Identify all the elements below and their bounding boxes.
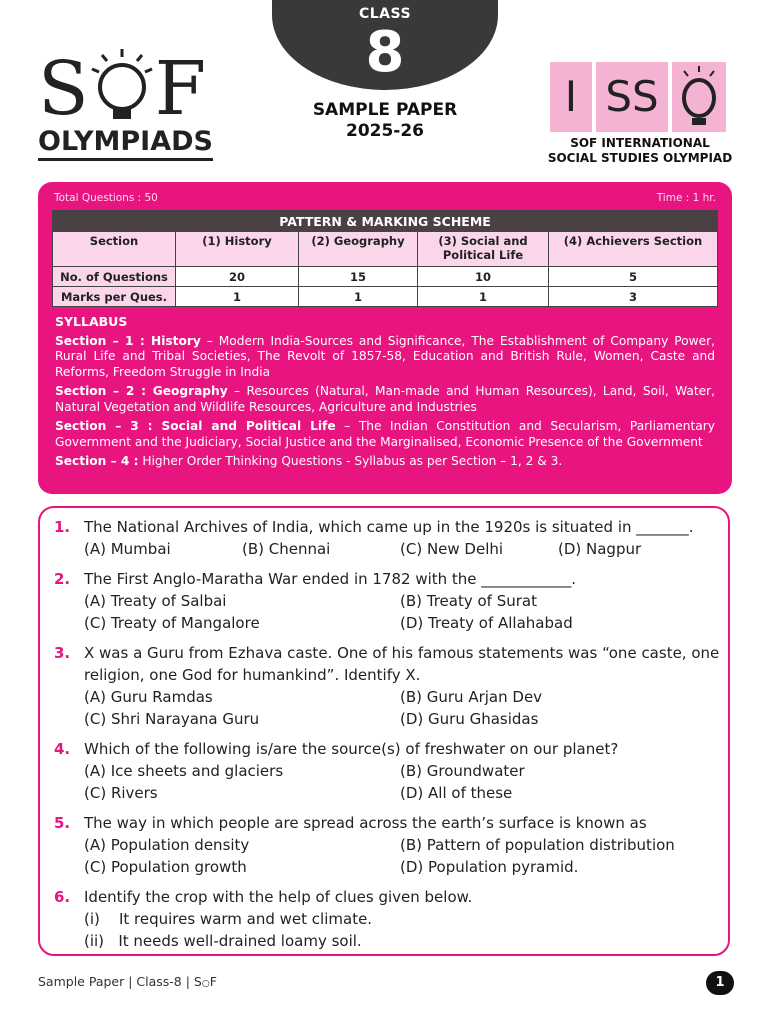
footer-text: Sample Paper | Class-8 | S (38, 974, 202, 989)
table-row: No. of Questions 20 15 10 5 (53, 267, 718, 287)
syllabus (55, 314, 715, 474)
option[interactable]: (C) Shri Narayana Guru (84, 710, 260, 728)
option[interactable]: (C) Population growth (84, 858, 247, 876)
option[interactable]: (B) Pattern of population distribution (400, 836, 675, 854)
questions-box (38, 506, 730, 956)
options (84, 782, 724, 804)
option[interactable]: (D) Guru Ghasidas (400, 710, 539, 728)
syllabus-item: Section – 3 : Social and Political Life – The Indian Constitution and Secularism, Parliamentary Government and the Judiciary, Social Justice and the Marginalised, Economic Presence of the Government (55, 419, 715, 449)
question-text: religion, one God for humankind”. Identify X. (84, 666, 421, 684)
option[interactable]: (C) Treaty of Mangalore (84, 614, 260, 632)
sample-line1: SAMPLE PAPER (312, 100, 458, 120)
sample-paper-title (272, 100, 498, 142)
scheme-panel (38, 182, 732, 494)
options (84, 760, 724, 782)
question-text: Which of the following is/are the source(s) of freshwater on our planet? (84, 740, 619, 758)
syllabus-title: SYLLABUS (55, 314, 128, 329)
option[interactable]: (B) Guru Arjan Dev (400, 688, 543, 706)
options (84, 590, 724, 612)
question-number: 2. (54, 570, 71, 588)
option[interactable]: (A) Treaty of Salbai (84, 592, 227, 610)
isso-ss: SS (596, 62, 668, 132)
isso-logo (550, 62, 726, 132)
options (84, 708, 724, 730)
question-number: 5. (54, 814, 71, 832)
isso-o-cell (672, 62, 726, 132)
options (84, 538, 724, 560)
isso-i: I (550, 62, 592, 132)
syllabus-item: Section – 4 : Higher Order Thinking Questions - Syllabus as per Section – 1, 2 & 3. (55, 454, 563, 468)
question-text: X was a Guru from Ezhava caste. One of his famous statements was “one caste, one (84, 644, 720, 662)
question-2 (54, 568, 724, 634)
clue: (i) It requires warm and wet climate. (84, 910, 373, 928)
question-number: 3. (54, 644, 71, 662)
page-number: 1 (706, 971, 734, 995)
sof-letters: S F (38, 46, 207, 132)
clue: (ii) It needs well-drained loamy soil. (84, 932, 362, 950)
olympiads-wordmark: OLYMPIADS (38, 126, 213, 161)
question-number: 6. (54, 888, 71, 906)
question-text: The National Archives of India, which came up in the 1920s is situated in _______. (84, 518, 694, 536)
option[interactable]: (D) Nagpur (558, 540, 642, 558)
total-questions: Total Questions : 50 (54, 192, 158, 204)
options (84, 856, 724, 878)
question-number: 1. (54, 518, 71, 536)
option[interactable]: (B) Treaty of Surat (400, 592, 537, 610)
question-text: Identify the crop with the help of clues given below. (84, 888, 473, 906)
option[interactable]: (B) Chennai (242, 540, 331, 558)
option[interactable]: (A) Guru Ramdas (84, 688, 213, 706)
column-header: Section (53, 232, 176, 267)
bulb-icon: ○ (201, 979, 210, 989)
question-4 (54, 738, 724, 804)
question-text: The way in which people are spread across the earth’s surface is known as (84, 814, 647, 832)
question-number: 4. (54, 740, 71, 758)
scheme-title: PATTERN & MARKING SCHEME (53, 211, 718, 232)
option[interactable]: (D) Treaty of Allahabad (400, 614, 573, 632)
column-header: (2) Geography (299, 232, 418, 267)
class-badge (272, 0, 498, 90)
footer (38, 974, 217, 989)
option[interactable]: (A) Population density (84, 836, 250, 854)
options (84, 612, 724, 634)
option[interactable]: (D) All of these (400, 784, 513, 802)
options (84, 686, 724, 708)
syllabus-item: Section – 2 : Geography – Resources (Natural, Man-made and Human Resources), Land, Soil, Water, Natural Vegetation and Wildlife Resources, Agriculture and Industries (55, 384, 715, 414)
options (84, 834, 724, 856)
option[interactable]: (A) Mumbai (84, 540, 171, 558)
marking-scheme-table (52, 210, 718, 307)
time-limit: Time : 1 hr. (656, 192, 716, 204)
sof-logo (38, 34, 218, 164)
isso-subtitle: SOF INTERNATIONAL SOCIAL STUDIES OLYMPIAD (547, 136, 733, 165)
option[interactable]: (A) Ice sheets and glaciers (84, 762, 284, 780)
question-text: The First Anglo-Maratha War ended in 1782 with the ____________. (84, 570, 577, 588)
class-number: 8 (365, 20, 405, 85)
question-1 (54, 516, 724, 560)
sample-line2: 2025-26 (345, 121, 425, 141)
column-header: (4) Achievers Section (549, 232, 718, 267)
bulb-icon (89, 47, 155, 125)
option[interactable]: (C) Rivers (84, 784, 158, 802)
syllabus-item: Section – 1 : History – Modern India-Sources and Significance, The Establishment of Company Power, Rural Life and Tribal Societies, The Revolt of 1857-58, Education and British Rule, Women, Caste and Reforms, Freedom Struggle in India (55, 333, 715, 379)
table-row: Marks per Ques. 1 1 1 3 (53, 287, 718, 307)
column-header: (3) Social and Political Life (418, 232, 549, 267)
option[interactable]: (C) New Delhi (400, 540, 504, 558)
class-label: CLASS (358, 6, 412, 22)
question-5 (54, 812, 724, 878)
question-3 (54, 642, 724, 730)
option[interactable]: (D) Population pyramid. (400, 858, 579, 876)
footer-logo-end: F (209, 974, 217, 989)
bulb-icon (672, 62, 726, 132)
question-6 (54, 886, 724, 952)
option[interactable]: (B) Groundwater (400, 762, 525, 780)
column-header: (1) History (176, 232, 299, 267)
